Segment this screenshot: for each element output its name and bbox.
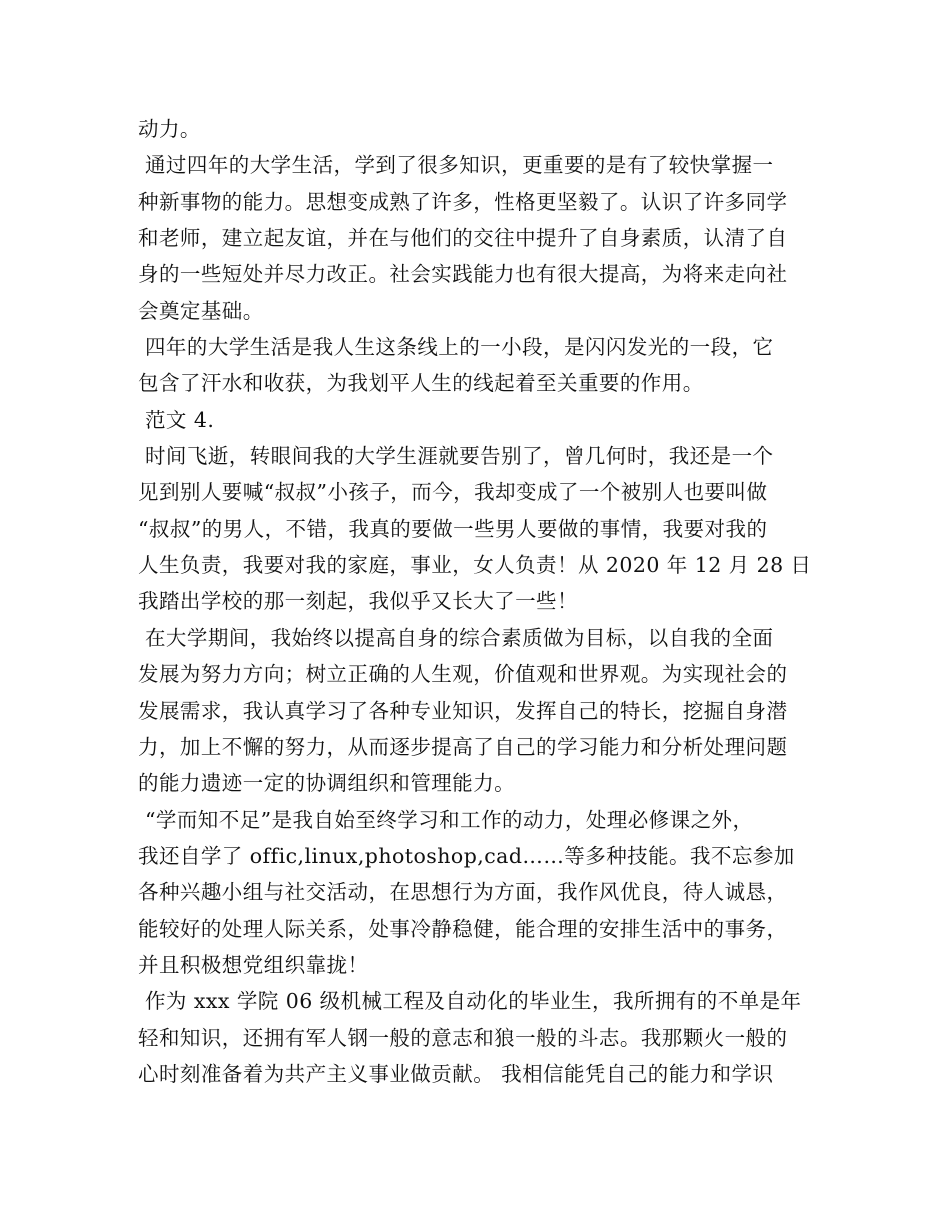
text-line: 范文 4. — [138, 407, 215, 432]
text-line: 时间飞逝，转眼间我的大学生涯就要告别了，曾几何时，我还是一个 — [138, 444, 774, 469]
text-line: 和老师，建立起友谊，并在与他们的交往中提升了自身素质，认清了自 — [138, 226, 788, 251]
text-line: 轻和知识，还拥有军人钢一般的意志和狼一般的斗志。我那颗火一般的 — [138, 1025, 788, 1050]
text-line: 种新事物的能力。思想变成熟了许多，性格更坚毅了。认识了许多同学 — [138, 189, 788, 214]
text-line: 并且积极想党组织靠拢！ — [138, 952, 369, 977]
text-line: 各种兴趣小组与社交活动，在思想行为方面，我作风优良，待人诚恳， — [138, 880, 788, 905]
text-line: 心时刻准备着为共产主义事业做贡献。 我相信能凭自己的能力和学识 — [138, 1061, 774, 1086]
text-line: 动力。 — [138, 117, 201, 141]
text-line: 力，加上不懈的努力，从而逐步提高了自己的学习能力和分析处理问题 — [138, 734, 788, 759]
text-line: 会奠定基础。 — [138, 298, 264, 323]
text-line: 能较好的处理人际关系，处事冷静稳健，能合理的安排生活中的事务， — [138, 916, 788, 941]
text-line: 我踏出学校的那一刻起，我似乎又长大了一些！ — [138, 589, 578, 614]
text-line: 身的一些短处并尽力改正。社会实践能力也有很大提高，为将来走向社 — [138, 262, 788, 287]
text-line: 通过四年的大学生活，学到了很多知识，更重要的是有了较快掌握一 — [138, 153, 774, 178]
text-line: 的能力遗迹一定的协调组织和管理能力。 — [138, 771, 516, 796]
text-line: “学而知不足”是我自始至终学习和工作的动力，处理必修课之外， — [138, 807, 754, 832]
text-line: 作为 xxx 学院 06 级机械工程及自动化的毕业生，我所拥有的不单是年 — [138, 989, 802, 1014]
text-line: 人生负责，我要对我的家庭，事业，女人负责！从 2020 年 12 月 28 日 — [138, 553, 812, 578]
text-line: 包含了汗水和收获，为我划平人生的线起着至关重要的作用。 — [138, 371, 704, 396]
text-line: “叔叔”的男人，不错，我真的要做一些男人要做的事情，我要对我的 — [138, 516, 768, 541]
text-line: 发展为努力方向；树立正确的人生观，价值观和世界观。为实现社会的 — [138, 662, 788, 687]
text-line: 发展需求，我认真学习了各种专业知识，发挥自己的特长，挖掘自身潜 — [138, 698, 788, 723]
text-line: 见到别人要喊“叔叔”小孩子，而今，我却变成了一个被别人也要叫做 — [138, 480, 768, 505]
text-line: 四年的大学生活是我人生这条线上的一小段，是闪闪发光的一段，它 — [138, 335, 774, 360]
text-line: 我还自学了 offic,linux,photoshop,cad……等多种技能。我不忘参加 — [138, 843, 795, 868]
text-line: 在大学期间，我始终以提高自身的综合素质做为目标，以自我的全面 — [138, 625, 774, 650]
document-body-text — [138, 111, 818, 1092]
